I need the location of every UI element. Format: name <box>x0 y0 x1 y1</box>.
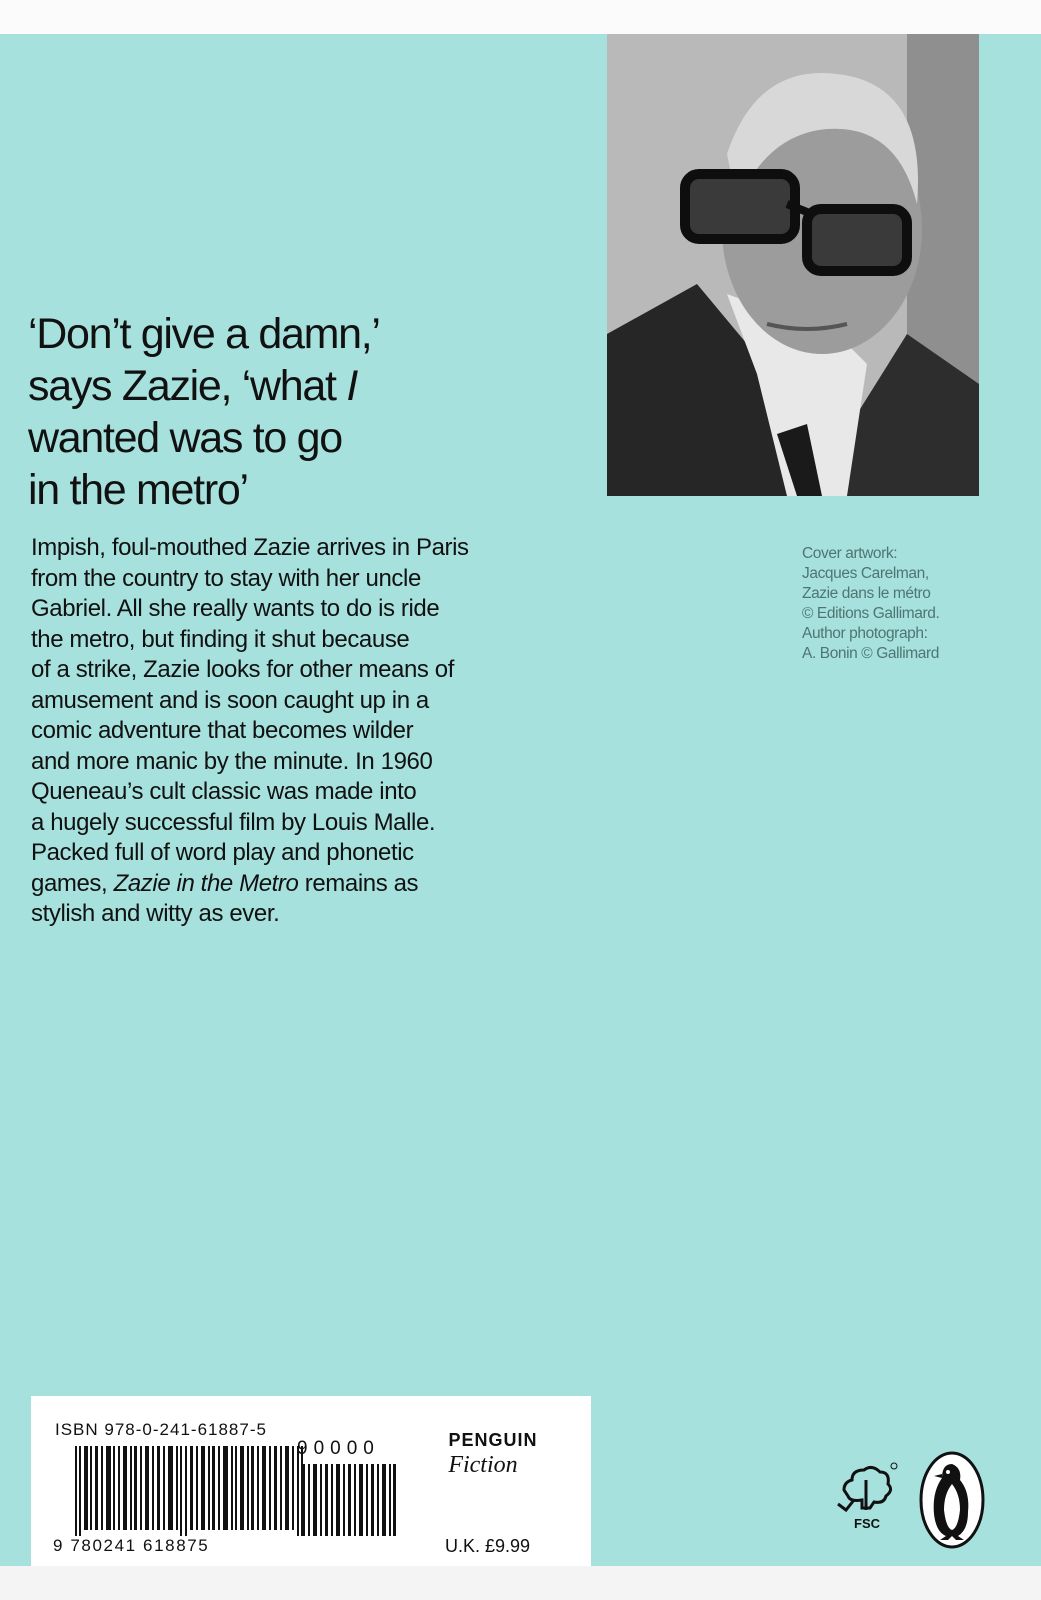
fsc-tree-icon <box>836 1460 898 1534</box>
quote-line: says Zazie, ‘what I <box>28 362 357 410</box>
blurb-line: the metro, but finding it shut because <box>31 625 410 653</box>
retail-price: U.K. £9.99 <box>445 1536 531 1556</box>
page-edge <box>0 1566 1041 1600</box>
book-description <box>31 533 591 930</box>
ean-barcode <box>75 1446 305 1536</box>
publisher-name: PENGUIN <box>448 1430 538 1450</box>
blurb-line: Gabriel. All she really wants to do is ride <box>31 595 440 622</box>
credit-line: Cover artwork: <box>802 545 898 562</box>
blurb-line: stylish and witty as ever. <box>31 900 280 927</box>
cover-credits <box>802 544 1002 664</box>
credit-line: © Editions Gallimard. <box>802 605 940 622</box>
credit-line: Zazie dans le métro <box>802 585 931 602</box>
barcode-digits: 9 780241 618875 <box>53 1536 210 1555</box>
fsc-label: FSC <box>854 1516 880 1531</box>
book-title: Zazie in the Metro <box>113 869 299 897</box>
imprint-name: Fiction <box>448 1452 518 1478</box>
quote-line: in the metro’ <box>28 466 248 514</box>
quote-emphasis: I <box>346 362 357 410</box>
credit-line: Author photograph: <box>802 625 928 642</box>
blurb-line: Packed full of word play and phonetic <box>31 839 414 866</box>
barcode-panel <box>31 1396 591 1566</box>
credit-line: A. Bonin © Gallimard <box>802 645 939 662</box>
pull-quote <box>28 308 498 516</box>
isbn-label: ISBN 978-0-241-61887-5 <box>55 1420 267 1439</box>
blurb-line: comic adventure that becomes wilder <box>31 717 414 744</box>
blurb-line: from the country to stay with her uncle <box>31 564 421 592</box>
quote-line: wanted was to go <box>28 414 342 462</box>
blurb-line: of a strike, Zazie looks for other means of <box>31 656 454 683</box>
credit-line: Jacques Carelman, <box>802 565 929 582</box>
penguin-logo-icon <box>918 1450 986 1550</box>
quote-line: ‘Don’t give a damn,’ <box>28 310 380 358</box>
addon-barcode <box>297 1464 397 1536</box>
blurb-line: games, Zazie in the Metro remains as <box>31 869 419 897</box>
blurb-line: a hugely successful film by Louis Malle. <box>31 808 436 836</box>
blurb-line: Impish, foul-mouthed Zazie arrives in Paris <box>31 534 469 561</box>
blurb-line: Queneau’s cult classic was made into <box>31 778 417 805</box>
blurb-line: and more manic by the minute. In 1960 <box>31 747 433 775</box>
author-photograph <box>607 34 979 496</box>
price-code: 90000 <box>297 1438 380 1459</box>
blurb-line: amusement and is soon caught up in a <box>31 686 429 714</box>
